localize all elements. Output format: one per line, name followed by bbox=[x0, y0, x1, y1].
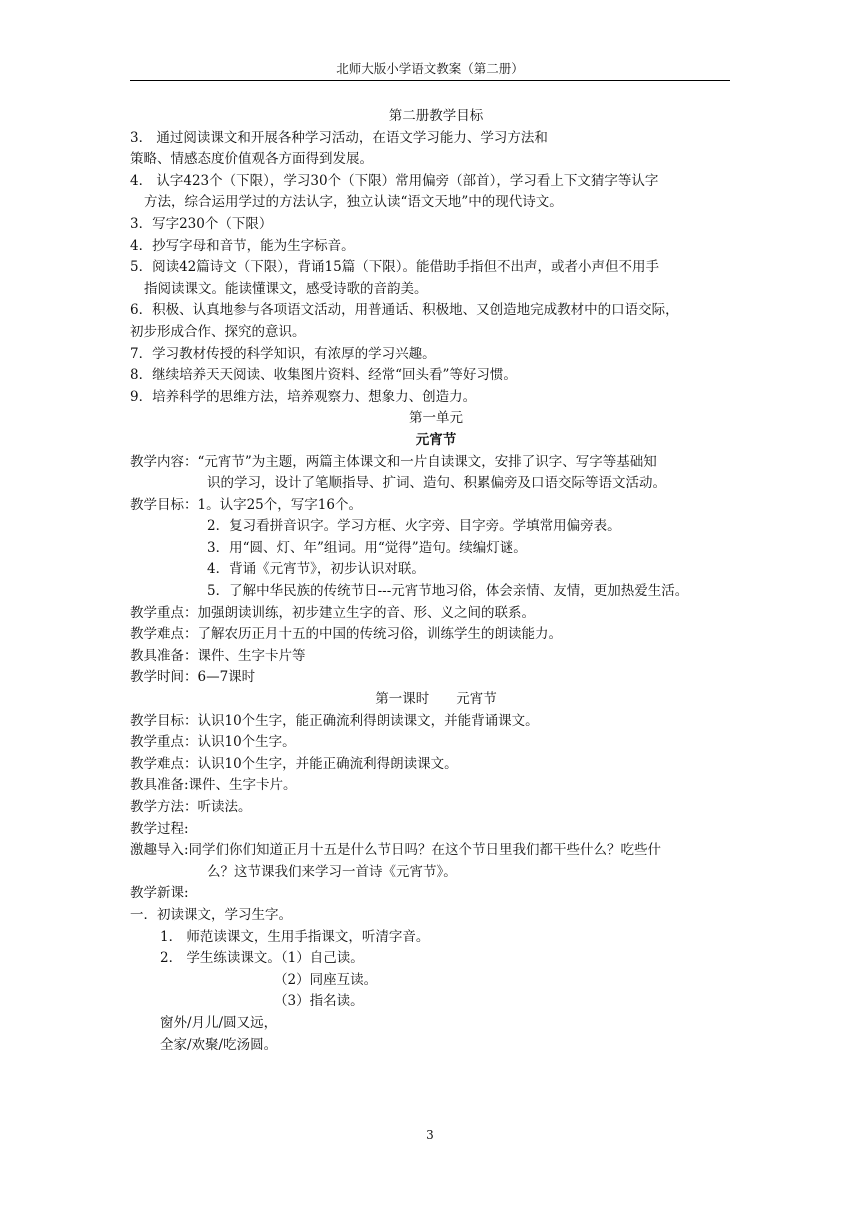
goal-item: 6．积极、认真地参与各项语文活动，用普通话、积极地、又创造地完成教材中的口语交际， bbox=[130, 302, 679, 319]
unit-goal: 4．背诵《元宵节》，初步认识对联。 bbox=[207, 561, 425, 578]
goal-item: 8．继续培养天天阅读、收集图片资料、经常“回头看”等好习惯。 bbox=[130, 367, 517, 384]
poem-line: 全家/欢聚/吃汤圆。 bbox=[160, 1036, 278, 1053]
goal-item: 5．阅读42篇诗文（下限），背诵15篇（下限）。能借助手指但不出声，或者小声但不用手 bbox=[130, 259, 659, 276]
goal-item: 4．抄写字母和音节，能为生字标音。 bbox=[130, 237, 355, 254]
lesson-step: 一．初读课文，学习生字。 bbox=[130, 906, 292, 923]
lesson-title: 第一课时 元宵节 bbox=[375, 691, 497, 708]
lesson-substep: 1． 师范读课文，生用手指课文，听清字音。 bbox=[160, 928, 430, 945]
page-number: 3 bbox=[426, 1128, 434, 1142]
lesson-goal: 教学目标：认识10个生字，能正确流利得朗读课文，并能背诵课文。 bbox=[130, 712, 539, 729]
document-body bbox=[130, 106, 742, 1056]
lesson-difficulty: 教学难点：认识10个生字，并能正确流利得朗读课文。 bbox=[130, 755, 458, 772]
lesson-intro-cont: 么？这节课我们来学习一首诗《元宵节》。 bbox=[207, 863, 457, 880]
unit-goal: 教学目标：1。认字25个，写字16个。 bbox=[130, 496, 362, 513]
goals-title: 第二册教学目标 bbox=[388, 108, 484, 124]
goal-item: 初步形成合作、探究的意识。 bbox=[130, 323, 306, 340]
unit-subtitle: 元宵节 bbox=[415, 431, 457, 448]
lesson-intro: 激趣导入:同学们你们知道正月十五是什么节日吗？在这个节日里我们都干些什么？吃些什 bbox=[130, 842, 662, 859]
unit-goal: 3．用“圆、灯、年”组词。用“觉得”造句。续编灯谜。 bbox=[207, 539, 527, 556]
lesson-key: 教学重点：认识10个生字。 bbox=[130, 734, 296, 751]
goal-item: 3．写字230个（下限） bbox=[130, 215, 273, 232]
unit-goal: 2．复习看拼音识字。学习方框、火字旁、目字旁。学填常用偏旁表。 bbox=[207, 518, 621, 535]
goal-item: 指阅读课文。能读懂课文，感受诗歌的音韵美。 bbox=[144, 280, 428, 297]
lesson-process: 教学过程: bbox=[130, 820, 189, 837]
lesson-new: 教学新课: bbox=[130, 885, 189, 902]
goal-item: 方法，综合运用学过的方法认字，独立认读“语文天地”中的现代诗文。 bbox=[144, 194, 563, 211]
page-header: 北师大版小学语文教案（第二册） bbox=[336, 61, 524, 76]
unit-goal: 5．了解中华民族的传统节日---元宵节地习俗，体会亲情、友情，更加热爱生活。 bbox=[207, 583, 689, 600]
unit-difficulty: 教学难点：了解农历正月十五的中国的传统习俗，训练学生的朗读能力。 bbox=[130, 626, 562, 643]
unit-title: 第一单元 bbox=[409, 410, 463, 427]
header-rule bbox=[130, 80, 730, 81]
goal-item: 策略、情感态度价值观各方面得到发展。 bbox=[130, 151, 373, 168]
unit-key: 教学重点：加强朗读训练，初步建立生字的音、形、义之间的联系。 bbox=[130, 604, 535, 621]
lesson-method: 教学方法：听读法。 bbox=[130, 799, 252, 815]
lesson-substep: （2）同座互读。 bbox=[274, 971, 378, 988]
unit-content-cont: 识的学习，设计了笔顺指导、扩词、造句、积累偏旁及口语交际等语文活动。 bbox=[207, 475, 666, 492]
poem-line: 窗外/月儿/圆又远， bbox=[160, 1014, 278, 1031]
unit-tools: 教具准备：课件、生字卡片等 bbox=[130, 647, 306, 664]
lesson-tools: 教具准备:课件、生字卡片。 bbox=[130, 777, 297, 794]
goal-item: 9．培养科学的思维方法，培养观察力、想象力、创造力。 bbox=[130, 388, 477, 405]
unit-content: 教学内容：“元宵节”为主题，两篇主体课文和一片自读课文，安排了识字、写字等基础知 bbox=[130, 453, 657, 470]
unit-time: 教学时间：6—7课时 bbox=[130, 669, 256, 686]
goal-item: 7．学习教材传授的科学知识，有浓厚的学习兴趣。 bbox=[130, 345, 436, 362]
lesson-substep: （3）指名读。 bbox=[274, 993, 364, 1010]
lesson-substep: 2． 学生练读课文。（1）自己读。 bbox=[160, 950, 364, 967]
goal-item: 3． 通过阅读课文和开展各种学习活动，在语文学习能力、学习方法和 bbox=[130, 129, 548, 146]
goal-item: 4． 认字423个（下限），学习30个（下限）常用偏旁（部首），学习看上下文猜字等认字 bbox=[130, 172, 659, 189]
